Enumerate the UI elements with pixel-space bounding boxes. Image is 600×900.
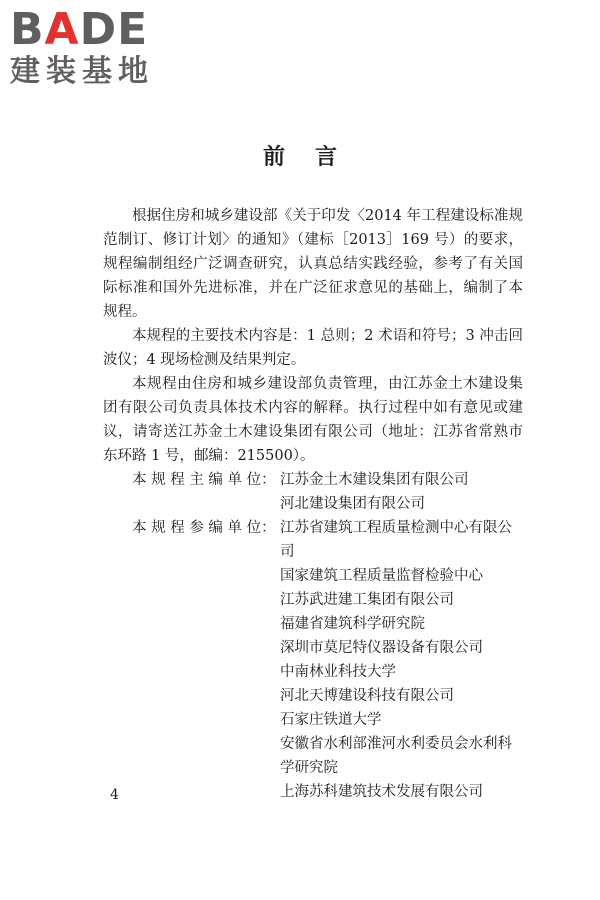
bade-logo [8,6,178,90]
chief-units-list [280,468,523,516]
list-item: 石家庄铁道大学 [280,712,382,728]
list-item: 上海苏科建筑技术发展有限公司 [280,784,483,800]
participating-units-list [280,516,523,804]
list-item: 安徽省水利部淮河水利委员会水利科学研究院 [280,736,512,776]
list-item: 河北天博建设科技有限公司 [280,688,454,704]
list-item: 江苏省建筑工程质量检测中心有限公司 [280,520,512,560]
preface-body [103,204,523,804]
list-item: 江苏金土木建设集团有限公司 [280,472,469,488]
logo-subtitle: 建装基地 [10,54,154,89]
paragraph-background: 根据住房和城乡建设部《关于印发〈2014 年工程建设标准规范制订、修订计划〉的通知》（建标［2013］169 号）的要求，规程编制组经广泛调查研究，认真总结实践经验，参考了有关国际标准和国外先进标准，并在广泛征求意见的基础上，编制了本规程。 [103,208,523,320]
logo-letter-a: A [44,4,80,55]
logo-letter-b: B [10,4,45,55]
list-item: 中南林业科技大学 [280,664,396,680]
list-item: 福建省建筑科学研究院 [280,616,425,632]
participating-units-section [103,516,523,804]
list-item: 深圳市莫尼特仪器设备有限公司 [280,640,483,656]
logo-letters-de: DE [79,4,149,55]
participating-units-label: 本 规 程 参 编 单 位： [132,520,276,536]
list-item: 江苏武进建工集团有限公司 [280,592,454,608]
page-title: 前言 [262,144,367,170]
logo-wordmark [10,6,148,54]
page-number: 4 [110,787,119,803]
chief-units-label: 本 规 程 主 编 单 位： [132,472,276,488]
chief-units-section [103,468,523,516]
paragraph-technical-content: 本规程的主要技术内容是：1 总则；2 术语和符号；3 冲击回波仪；4 现场检测及结果判定。 [103,328,523,368]
list-item: 河北建设集团有限公司 [280,496,425,512]
list-item: 国家建筑工程质量监督检验中心 [280,568,483,584]
paragraph-management: 本规程由住房和城乡建设部负责管理，由江苏金土木建设集团有限公司负责具体技术内容的解释。执行过程中如有意见或建议，请寄送江苏金土木建设集团有限公司（地址：江苏省常熟市东环路 1 号，邮编：215500）。 [103,376,523,464]
